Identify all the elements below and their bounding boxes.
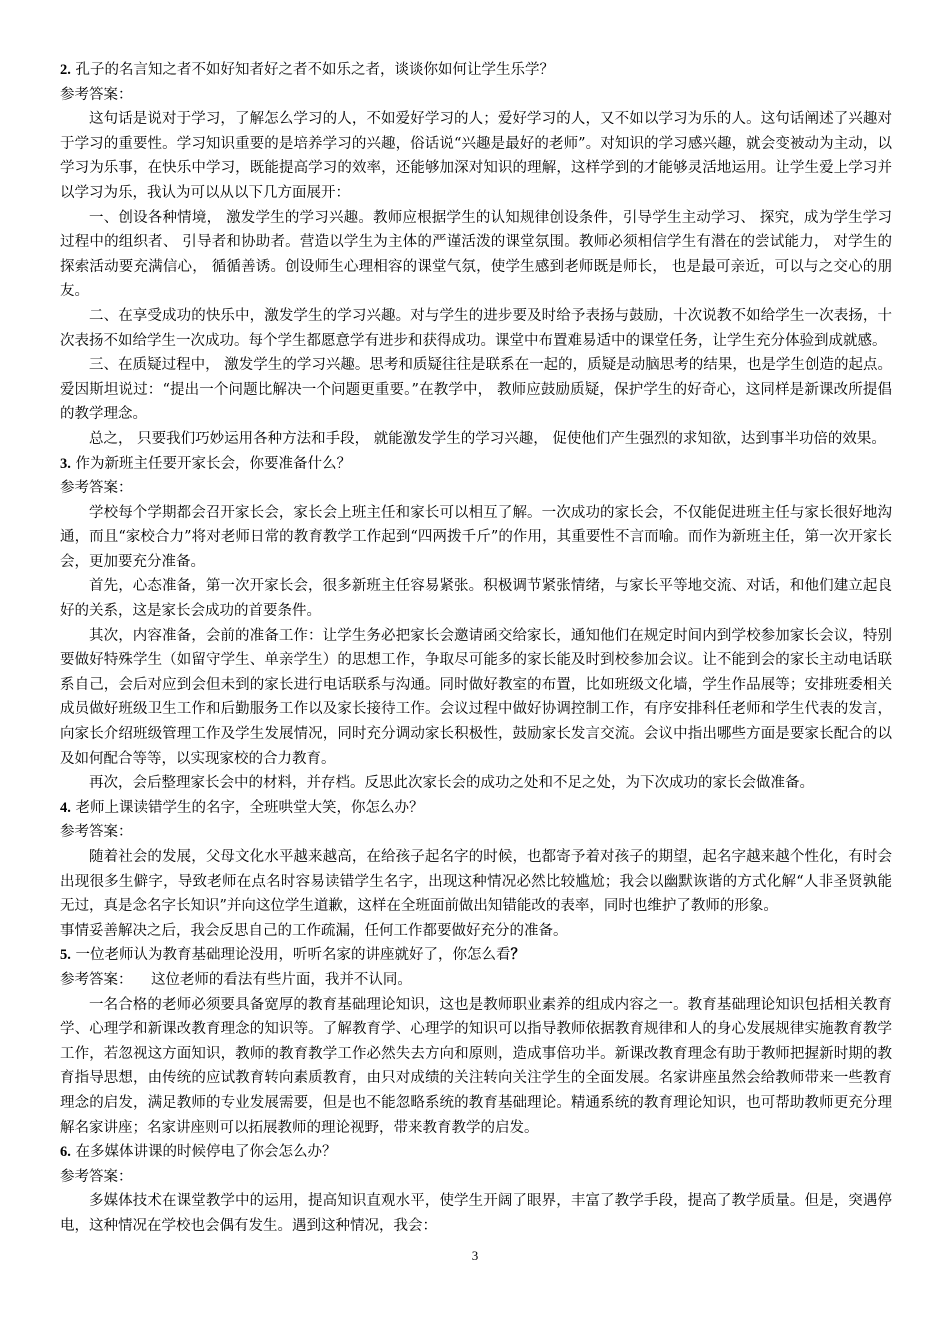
answer-trailing-paragraph: 事情妥善解决之后，我会反思自己的工作疏漏，任何工作都要做好充分的准备。 (60, 922, 568, 939)
document-body (60, 58, 892, 1239)
answer-paragraph: 学校每个学期都会召开家长会，家长会上班主任和家长可以相互了解。一次成功的家长会，不仅能促进班主任与家长很好地沟通，而且“家校合力”将对老师日常的教育教学工作起到“四两拨千斤”的作用，其重要性不言而喻。而作为新班主任，第一次开家长会，更加要充分准备。 (60, 504, 892, 570)
question-title: 老师上课读错学生的名字，全班哄堂大笑，你怎么办？ (75, 799, 424, 816)
answer-label: 参考答案： (60, 971, 133, 988)
answer-paragraph: 其次，内容准备，会前的准备工作：让学生务必把家长会邀请函交给家长，通知他们在规定时间内到学校参加家长会议，特别要做好特殊学生（如留守学生、单亲学生）的思想工作，争取尽可能多的家长能及时到校参加会议。让不能到会的家长主动电话联系自己，会后对应到会但未到的家长进行电话联系与沟通。同时做好教室的布置，比如班级文化墙，学生作品展等；安排班委相关成员做好班级卫生工作和后勤服务工作以及家长接待工作。会议过程中做好协调控制工作，有序安排科任老师和学生代表的发言，向家长介绍班级管理工作及学生发展情况，同时充分调动家长积极性，鼓励家长发言交流。会议中指出哪些方面是要家长配合的以及如何配合等等，以实现家校的合力教育。 (60, 627, 892, 767)
question-title: 作为新班主任要开家长会，你要准备什么？ (75, 455, 351, 472)
question-number: 2. (60, 62, 71, 78)
answer-label: 参考答案： (60, 480, 133, 497)
answer-label: 参考答案： (60, 824, 133, 841)
answer-paragraph: 二、在享受成功的快乐中，激发学生的学习兴趣。对与学生的进步要及时给予表扬与鼓励，十次说教不如给学生一次表扬，十次表扬不如给学生一次成功。每个学生都愿意学有进步和获得成功。课堂中布置难易适中的课堂任务，让学生充分体验到成就感。 (60, 307, 892, 349)
question-number: 5. (60, 947, 71, 964)
answer-inline: 这位老师的看法有些片面，我并不认同。 (150, 971, 412, 988)
answer-label-line (60, 968, 892, 993)
answer-paragraph: 随着社会的发展，父母文化水平越来越高，在给孩子起名字的时候，也都寄予着对孩子的期望，起名字越来越个性化，有时会出现很多生僻字，导致老师在点名时容易读错学生名字，出现这种情况必然比较尴尬；我会以幽默诙谐的方式化解“人非圣贤孰能无过，真是念名字长知识”并向这位学生道歉，这样在全班面前做出知错能改的表率，同时也维护了教师的形象。 (60, 849, 892, 915)
question-heading (60, 1140, 892, 1165)
answer-paragraph: 一名合格的老师必须要具备宽厚的教育基础理论知识，这也是教师职业素养的组成内容之一。教育基础理论知识包括相关教育学、心理学和新课改教育理念的知识等。了解教育学、心理学的知识可以指导教师依据教育规律和人的身心发展规律实施教育教学工作，若忽视这方面知识，教师的教育教学工作必然失去方向和原则，造成事倍功半。新课改教育理念有助于教师把握新时期的教育指导思想，由传统的应试教育转向素质教育，由只对成绩的关注转向关注学生的全面发展。名家讲座虽然会给教师带来一些教育理念的启发，满足教师的专业发展需要，但是也不能忽略系统的教育基础理论。精通系统的教育理论知识，也可帮助教师更充分理解名家讲座；名家讲座则可以拓展教师的理论视野，带来教育教学的启发。 (60, 996, 892, 1136)
answer-paragraph: 一、创设各种情境， 激发学生的学习兴趣。教师应根据学生的认知规律创设条件，引导学生主动学习、 探究，成为学生学习过程中的组织者、 引导者和协助者。营造以学生为主体的严谨活泼的课堂氛围。教师必须相信学生有潜在的尝试能力， 对学生的探索活动要充满信心， 循循善诱。创设师生心理相容的课堂气氛，使学生感到老师既是师长， 也是最可亲近，可以与之交心的朋友。 (60, 209, 892, 300)
question-title-end: ？ (510, 946, 525, 964)
answer-paragraph: 三、在质疑过程中， 激发学生的学习兴趣。思考和质疑往往是联系在一起的，质疑是动脑思考的结果，也是学生创造的起点。爱因斯坦说过：“提出一个问题比解决一个问题更重要。”在教学中， 教师应鼓励质疑，保护学生的好奇心，这同样是新课改所提倡的教学理念。 (60, 357, 892, 423)
answer-paragraph: 这句话是说对于学习，了解怎么学习的人，不如爱好学习的人；爱好学习的人，又不如以学习为乐的人。这句话阐述了兴趣对于学习的重要性。学习知识重要的是培养学习的兴趣，俗话说“兴趣是最好的老师”。对知识的学习感兴趣，就会变被动为主动，以学习为乐事，在快乐中学习，既能提高学习的效率，还能够加深对知识的理解，这样学到的才能够灵活地运用。让学生爱上学习并以学习为乐，我认为可以从以下几方面展开： (60, 111, 892, 201)
question-title: 孔子的名言知之者不如好知者好之者不如乐之者，谈谈你如何让学生乐学？ (75, 62, 554, 78)
question-heading (60, 943, 892, 968)
question-title: 一位老师认为教育基础理论没用，听听名家的讲座就好了，你怎么看 (75, 947, 511, 964)
question-heading (60, 452, 892, 477)
answer-paragraph: 多媒体技术在课堂教学中的运用，提高知识直观水平，使学生开阔了眼界，丰富了教学手段，提高了教学质量。但是，突遇停电，这种情况在学校也会偶有发生。遇到这种情况，我会： (60, 1193, 892, 1234)
answer-paragraph: 首先，心态准备，第一次开家长会，很多新班主任容易紧张。积极调节紧张情绪，与家长平等地交流、对话，和他们建立起良好的关系，这是家长会成功的首要条件。 (60, 578, 892, 620)
question-number: 4. (60, 799, 71, 816)
answer-label: 参考答案： (60, 1168, 133, 1185)
page-number: 3 (471, 1248, 479, 1263)
question-heading (60, 796, 892, 821)
answer-label: 参考答案： (60, 86, 133, 103)
question-title: 在多媒体讲课的时候停电了你会怎么办？ (75, 1144, 337, 1161)
answer-paragraph: 总之， 只要我们巧妙运用各种方法和手段， 就能激发学生的学习兴趣， 促使他们产生强烈的求知欲，达到事半功倍的效果。 (89, 430, 886, 447)
question-number: 3. (60, 455, 71, 472)
answer-paragraph: 再次，会后整理家长会中的材料，并存档。反思此次家长会的成功之处和不足之处，为下次成功的家长会做准备。 (89, 775, 814, 792)
question-number: 6. (60, 1144, 71, 1161)
question-heading (60, 58, 892, 83)
